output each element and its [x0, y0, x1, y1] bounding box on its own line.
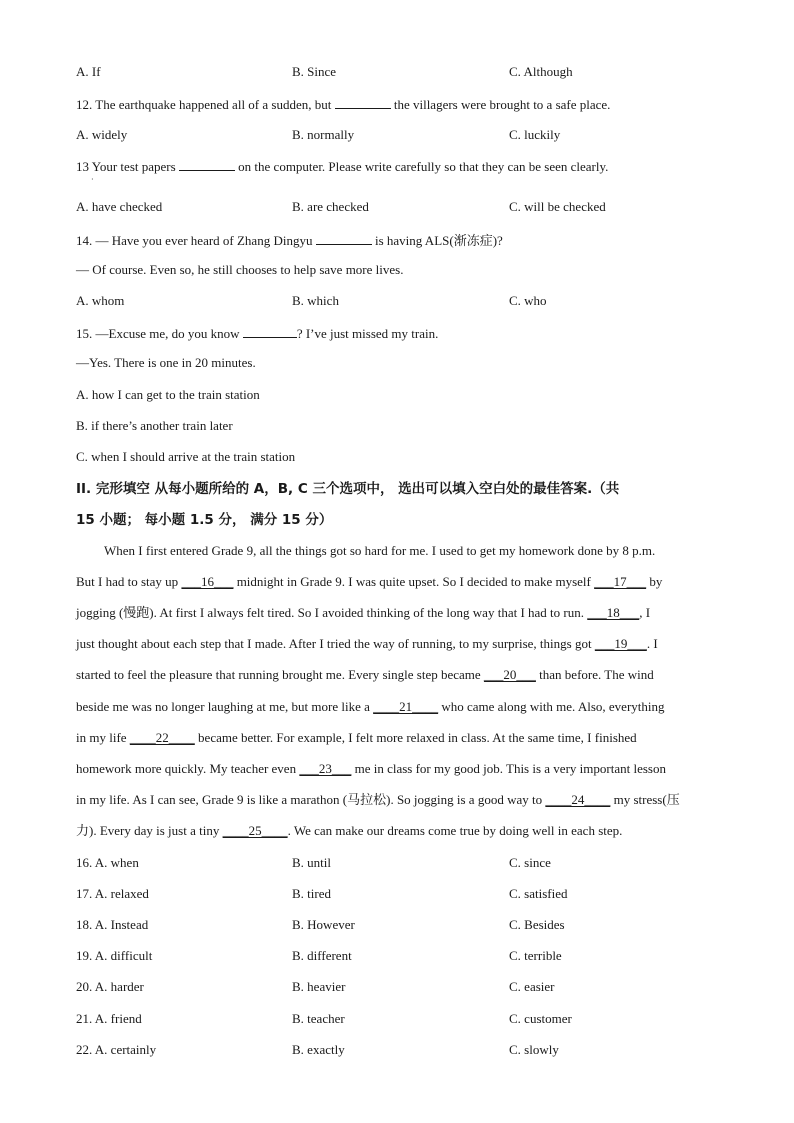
q13-option-b: B. are checked	[292, 199, 369, 214]
q13-blank	[179, 156, 235, 171]
passage-text: became better. For example, I felt more relaxed in class. At the same time, I finished	[194, 730, 637, 745]
choice-17-c: C. satisfied	[509, 886, 568, 901]
passage-text: by	[646, 574, 663, 589]
passage-line-8	[76, 760, 716, 778]
q12-option-b: B. normally	[292, 127, 355, 142]
q15-blank	[243, 323, 297, 338]
choice-21-a: 21. A. friend	[76, 1011, 142, 1026]
choice-19-c: C. terrible	[509, 948, 562, 963]
passage-text: in my life. As I can see, Grade 9 is like a marathon (马拉松). So jogging is a good way to	[76, 792, 546, 807]
choice-22-a: 22. A. certainly	[76, 1042, 157, 1057]
blank-23: ___23___	[299, 761, 352, 776]
q14-option-c: C. who	[509, 293, 547, 308]
q14-option-b: B. which	[292, 293, 339, 308]
passage-line-3	[76, 604, 716, 622]
q12-text-post: the villagers were brought to a safe place.	[390, 97, 611, 112]
passage-line-10	[76, 822, 716, 840]
passage-line-9	[76, 791, 716, 809]
choice-20-a: 20. A. harder	[76, 979, 144, 994]
q11-option-b: B. Since	[292, 64, 337, 79]
q11-option-a: A. If	[76, 64, 101, 79]
q13-text-pre: 13 Your test papers	[76, 159, 179, 174]
passage-text: 力). Every day is just a tiny	[76, 823, 223, 838]
q14-text-post: is having ALS(渐冻症)?	[371, 233, 503, 248]
choice-18-b: B. However	[292, 917, 355, 932]
q14-text-pre: 14. — Have you ever heard of Zhang Dingyu	[76, 233, 316, 248]
q15-option-a: A. how I can get to the train station	[76, 387, 260, 402]
q15-option-c: C. when I should arrive at the train station	[76, 449, 296, 464]
choice-20-c: C. easier	[509, 979, 555, 994]
choice-18-a: 18. A. Instead	[76, 917, 149, 932]
passage-text: in my life	[76, 730, 130, 745]
section-heading-line1: II. 完形填空 从每小题所给的 A，B, C 三个选项中， 选出可以填入空白处的最佳答案.（共	[76, 481, 620, 497]
passage-text: midnight in Grade 9. I was quite upset. So I decided to make myself	[233, 574, 595, 589]
passage-text: than before. The wind	[535, 667, 654, 682]
choice-16-c: C. since	[509, 855, 551, 870]
q13-option-a: A. have checked	[76, 199, 163, 214]
choice-18-c: C. Besides	[509, 917, 565, 932]
choice-21-b: B. teacher	[292, 1011, 345, 1026]
passage-text: homework more quickly. My teacher even	[76, 761, 300, 776]
q14-option-a: A. whom	[76, 293, 125, 308]
passage-line-4	[76, 635, 716, 653]
q15-option-b: B. if there’s another train later	[76, 418, 233, 433]
choice-17-a: 17. A. relaxed	[76, 886, 149, 901]
blank-22: ____22____	[129, 730, 195, 745]
q14-blank	[316, 230, 372, 245]
q13-text-post: on the computer. Please write carefully so that they can be seen clearly.	[234, 159, 609, 174]
question-14	[76, 230, 503, 250]
section-heading-line2: 15 小题； 每小题 1.5 分， 满分 15 分）	[76, 512, 333, 528]
blank-17: ___17___	[594, 574, 647, 589]
q12-text-pre: 12. The earthquake happened all of a sudden, but	[76, 97, 335, 112]
blank-25: ____25____	[222, 823, 288, 838]
stray-dot: ·	[91, 175, 94, 184]
passage-line-7	[76, 729, 716, 747]
q11-option-c: C. Although	[509, 64, 573, 79]
passage-text: me in class for my good job. This is a very important lesson	[351, 761, 666, 776]
blank-16: ___16___	[181, 574, 234, 589]
q13-option-c: C. will be checked	[509, 199, 606, 214]
passage-text: beside me was no longer laughing at me, but more like a	[76, 699, 374, 714]
passage-text: just thought about each step that I made. After I tried the way of running, to my surprise, things got	[76, 636, 595, 651]
blank-19: ___19___	[594, 636, 647, 651]
passage-text: . We can make our dreams come true by doing well in each step.	[287, 823, 623, 838]
passage-text: jogging (慢跑). At first I always felt tired. So I avoided thinking of the long way that I had to run.	[76, 605, 588, 620]
passage-text: my stress(压	[610, 792, 680, 807]
choice-22-c: C. slowly	[509, 1042, 559, 1057]
choice-16-a: 16. A. when	[76, 855, 139, 870]
passage-line-1: When I first entered Grade 9, all the things got so hard for me. I used to get my homework done by 8 p.m.	[104, 543, 656, 558]
choice-21-c: C. customer	[509, 1011, 572, 1026]
q15-text-pre: 15. —Excuse me, do you know	[76, 326, 243, 341]
passage-text: who came along with me. Also, everything	[438, 699, 665, 714]
passage-line-5	[76, 666, 716, 684]
blank-18: ___18___	[587, 605, 640, 620]
question-15	[76, 323, 438, 343]
passage-text: started to feel the pleasure that running brought me. Every single step became	[76, 667, 484, 682]
q12-option-a: A. widely	[76, 127, 128, 142]
q12-option-c: C. luckily	[509, 127, 561, 142]
blank-24: ____24____	[545, 792, 611, 807]
passage-line-6	[76, 698, 716, 716]
passage-text: But I had to stay up	[76, 574, 182, 589]
question-13	[76, 156, 608, 176]
blank-21: ____21____	[373, 699, 439, 714]
passage-text: , I	[639, 605, 651, 620]
choice-19-a: 19. A. difficult	[76, 948, 153, 963]
q12-blank	[335, 94, 391, 109]
question-12	[76, 94, 610, 114]
choice-19-b: B. different	[292, 948, 352, 963]
choice-22-b: B. exactly	[292, 1042, 345, 1057]
q14-reply: — Of course. Even so, he still chooses to help save more lives.	[76, 262, 404, 277]
blank-20: ___20___	[483, 667, 536, 682]
choice-20-b: B. heavier	[292, 979, 346, 994]
choice-17-b: B. tired	[292, 886, 331, 901]
q15-text-post: ? I’ve just missed my train.	[296, 326, 439, 341]
choice-16-b: B. until	[292, 855, 332, 870]
q15-reply: —Yes. There is one in 20 minutes.	[76, 355, 256, 370]
passage-line-2	[76, 573, 716, 591]
passage-text: . I	[646, 636, 658, 651]
